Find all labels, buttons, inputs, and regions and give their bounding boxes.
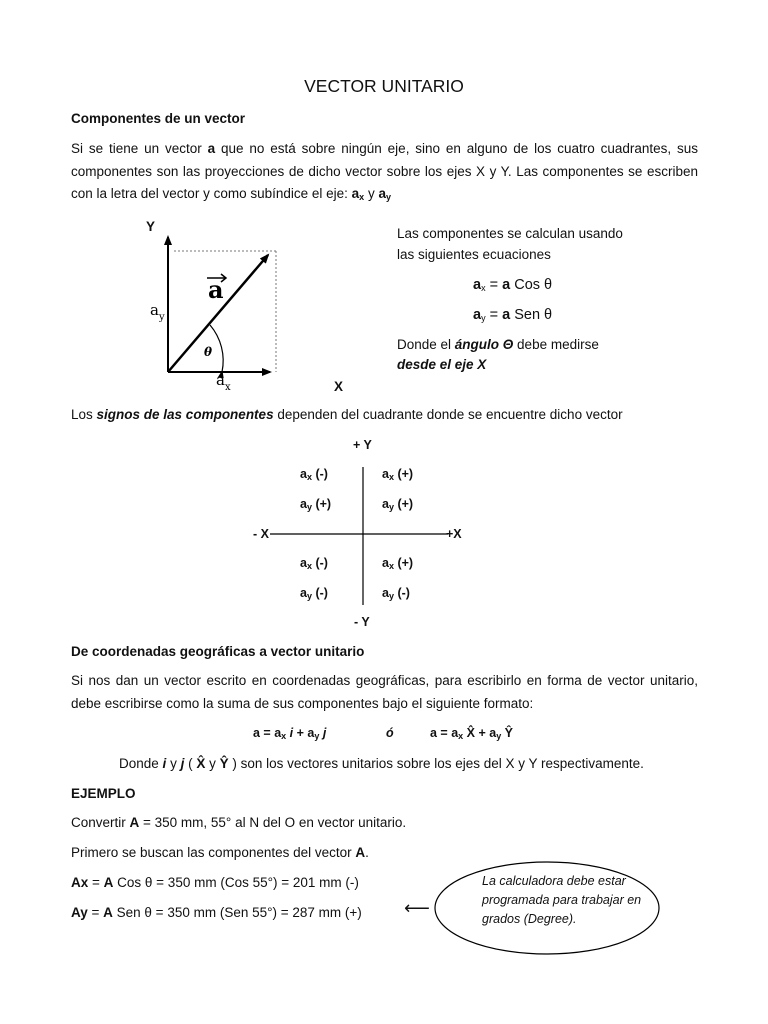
ax-symbol: a bbox=[351, 186, 360, 201]
eq1-a: a bbox=[502, 277, 511, 293]
page-title: VECTOR UNITARIO bbox=[304, 76, 464, 96]
eq1-lhs: a bbox=[473, 277, 482, 293]
unit-j: j bbox=[180, 756, 185, 771]
unit-vectors-sentence bbox=[119, 756, 644, 771]
sign: (+) bbox=[397, 497, 414, 511]
minus-y-label: - Y bbox=[354, 615, 370, 629]
angle-note-line-1 bbox=[397, 337, 599, 352]
a: a bbox=[300, 497, 307, 511]
theta-label: θ bbox=[204, 345, 213, 359]
unit-i: i bbox=[162, 756, 167, 771]
eq2-rhs: Sen θ bbox=[510, 307, 553, 323]
diagram-y-label: Y bbox=[146, 219, 156, 234]
ay-label-letter: a bbox=[150, 301, 159, 319]
text: Si se tiene un vector bbox=[71, 141, 208, 156]
example-line-2 bbox=[71, 845, 369, 860]
calculator-note bbox=[482, 872, 641, 929]
ax-subscript: x bbox=[359, 192, 365, 202]
sign: (+) bbox=[397, 556, 414, 570]
ax-bold: Ax bbox=[71, 875, 89, 890]
q3-ax-sign bbox=[300, 556, 328, 571]
sub-y: y bbox=[306, 591, 312, 601]
sub-x: x bbox=[388, 472, 394, 482]
vector-A: A bbox=[355, 845, 366, 860]
text-bold-a: a bbox=[207, 141, 216, 156]
fr-X: X̂ bbox=[463, 726, 475, 740]
text: ) son los vectores unitarios sobre los ejes del X y Y respectivamente. bbox=[228, 756, 644, 771]
sign: (-) bbox=[397, 586, 410, 600]
eq1-equals: = bbox=[485, 277, 503, 293]
eq1-sub: x bbox=[481, 283, 486, 293]
sign: (+) bbox=[397, 467, 414, 481]
text: Convertir bbox=[71, 815, 130, 830]
text: que no está sobre ningún eje, sino en alguno de los cuatro cuadrantes, sus componentes son las proyecciones de dicho vector sobre los ejes X y Y. Las componentes se escriben con la letra del vector y como subíndice el eje: bbox=[71, 141, 698, 201]
example-heading: EJEMPLO bbox=[71, 786, 136, 801]
q4-ay-sign bbox=[382, 586, 410, 601]
paragraph-components bbox=[71, 138, 698, 209]
q3-ay-sign bbox=[300, 586, 328, 601]
quadrant-axes bbox=[270, 455, 460, 615]
signs-paragraph bbox=[71, 407, 623, 422]
formula-xhat-yhat bbox=[430, 726, 513, 741]
text: Los bbox=[71, 407, 97, 422]
sub-y: y bbox=[306, 502, 312, 512]
q2-ay-sign bbox=[300, 497, 331, 512]
text: = 350 mm, 55° al N del O en vector unitario. bbox=[139, 815, 407, 830]
text: debe medirse bbox=[513, 337, 599, 352]
q1-ax-sign bbox=[382, 467, 413, 482]
unit-xhat: X̂ bbox=[196, 756, 206, 771]
callout-line-1: La calculadora debe estar bbox=[482, 874, 626, 888]
q1-ay-sign bbox=[382, 497, 413, 512]
text: Donde el bbox=[397, 337, 455, 352]
arrow-left-icon: ⟵ bbox=[404, 898, 430, 918]
a: a bbox=[382, 467, 389, 481]
fl-i: i bbox=[286, 726, 294, 740]
text: y bbox=[166, 756, 181, 771]
sub-x: x bbox=[306, 561, 312, 571]
fl-mid: + a bbox=[293, 726, 315, 740]
example-ax-line bbox=[71, 875, 359, 890]
text: = bbox=[88, 875, 104, 890]
text: Cos θ = 350 mm (Cos 55°) = 201 mm (-) bbox=[113, 875, 359, 890]
vector-diagram bbox=[140, 215, 360, 395]
diagram-x-label: X bbox=[334, 379, 344, 394]
sub-y: y bbox=[388, 502, 394, 512]
callout-line-3: grados (Degree). bbox=[482, 912, 577, 926]
a: a bbox=[382, 586, 389, 600]
text: . bbox=[365, 845, 369, 860]
example-ay-line bbox=[71, 905, 362, 920]
fr-sub2: y bbox=[496, 731, 502, 741]
a: a bbox=[300, 556, 307, 570]
formula-or: ó bbox=[386, 726, 394, 740]
eq2-sub: y bbox=[481, 313, 486, 323]
eq2-equals: = bbox=[485, 307, 503, 323]
ay-symbol: a bbox=[378, 186, 386, 201]
ax-label-letter: a bbox=[216, 371, 225, 389]
section-heading-geographic: De coordenadas geográficas a vector unitario bbox=[71, 644, 365, 659]
text: dependen del cuadrante donde se encuentre dicho vector bbox=[273, 407, 623, 422]
a: a bbox=[382, 556, 389, 570]
text: = bbox=[87, 905, 104, 920]
q4-ax-sign bbox=[382, 556, 413, 571]
from-x-axis-emphasis: desde el eje X bbox=[397, 357, 487, 372]
plus-y-label: + Y bbox=[353, 438, 372, 452]
a: a bbox=[382, 497, 389, 511]
equation-ax bbox=[473, 277, 552, 293]
example-line-1 bbox=[71, 815, 406, 830]
fl-sub2: y bbox=[314, 731, 320, 741]
a: a bbox=[300, 586, 307, 600]
sign: (+) bbox=[315, 497, 332, 511]
ay-subscript: y bbox=[385, 192, 391, 202]
callout-line-2: programada para trabajar en bbox=[482, 893, 642, 907]
fl-sub1: x bbox=[281, 731, 287, 741]
text: Sen θ = 350 mm (Sen 55°) = 287 mm (+) bbox=[112, 905, 362, 920]
q2-ax-sign bbox=[300, 467, 328, 482]
eq2-a: a bbox=[502, 307, 511, 323]
vector-a-label: a bbox=[208, 275, 224, 304]
sign: (-) bbox=[315, 556, 328, 570]
A-bold: A bbox=[103, 905, 113, 920]
fr-Y: Ŷ bbox=[501, 726, 514, 740]
ay-label-sub: y bbox=[158, 312, 165, 323]
explanation-line-1: Las componentes se calculan usando bbox=[397, 226, 623, 241]
ay-bold: Ay bbox=[71, 905, 88, 920]
eq1-rhs: Cos θ bbox=[510, 277, 553, 293]
minus-x-label: - X bbox=[253, 527, 269, 541]
eq2-lhs: a bbox=[473, 307, 482, 323]
sub-x: x bbox=[388, 561, 394, 571]
angle-emphasis: ángulo Θ bbox=[454, 337, 514, 352]
ay-label bbox=[150, 301, 165, 323]
text: y bbox=[205, 756, 220, 771]
a: a bbox=[300, 467, 307, 481]
ax-label bbox=[216, 371, 231, 393]
paragraph-geographic: Si nos dan un vector escrito en coordenadas geográficas, para escribirlo en forma de vector unitario, debe escribirse como la suma de sus componentes bajo el siguiente formato: bbox=[71, 673, 698, 711]
ax-label-sub: x bbox=[224, 382, 231, 393]
sub-y: y bbox=[388, 591, 394, 601]
plus-x-label: +X bbox=[446, 527, 462, 541]
fr-pre: a = a bbox=[430, 726, 459, 740]
text: ( bbox=[184, 756, 197, 771]
sign: (-) bbox=[315, 586, 328, 600]
section-heading-components: Componentes de un vector bbox=[71, 111, 246, 126]
explanation-line-2: las siguientes ecuaciones bbox=[397, 247, 551, 262]
text: y bbox=[364, 186, 379, 201]
fr-sub1: x bbox=[458, 731, 464, 741]
formula-ij bbox=[253, 726, 326, 741]
vector-A: A bbox=[129, 815, 140, 830]
sub-x: x bbox=[306, 472, 312, 482]
unit-yhat: Ŷ bbox=[219, 756, 229, 771]
sign: (-) bbox=[315, 467, 328, 481]
vector-a-arrow bbox=[168, 255, 268, 372]
fl-j: j bbox=[319, 726, 327, 740]
text: Primero se buscan las componentes del vector bbox=[71, 845, 356, 860]
fl-pre: a = a bbox=[253, 726, 282, 740]
equation-ay bbox=[473, 307, 552, 323]
A-bold: A bbox=[103, 875, 114, 890]
angle-note-line-2 bbox=[397, 357, 486, 372]
fr-mid: + a bbox=[474, 726, 497, 740]
text: Donde bbox=[119, 756, 163, 771]
signs-emphasis: signos de las componentes bbox=[96, 407, 274, 422]
